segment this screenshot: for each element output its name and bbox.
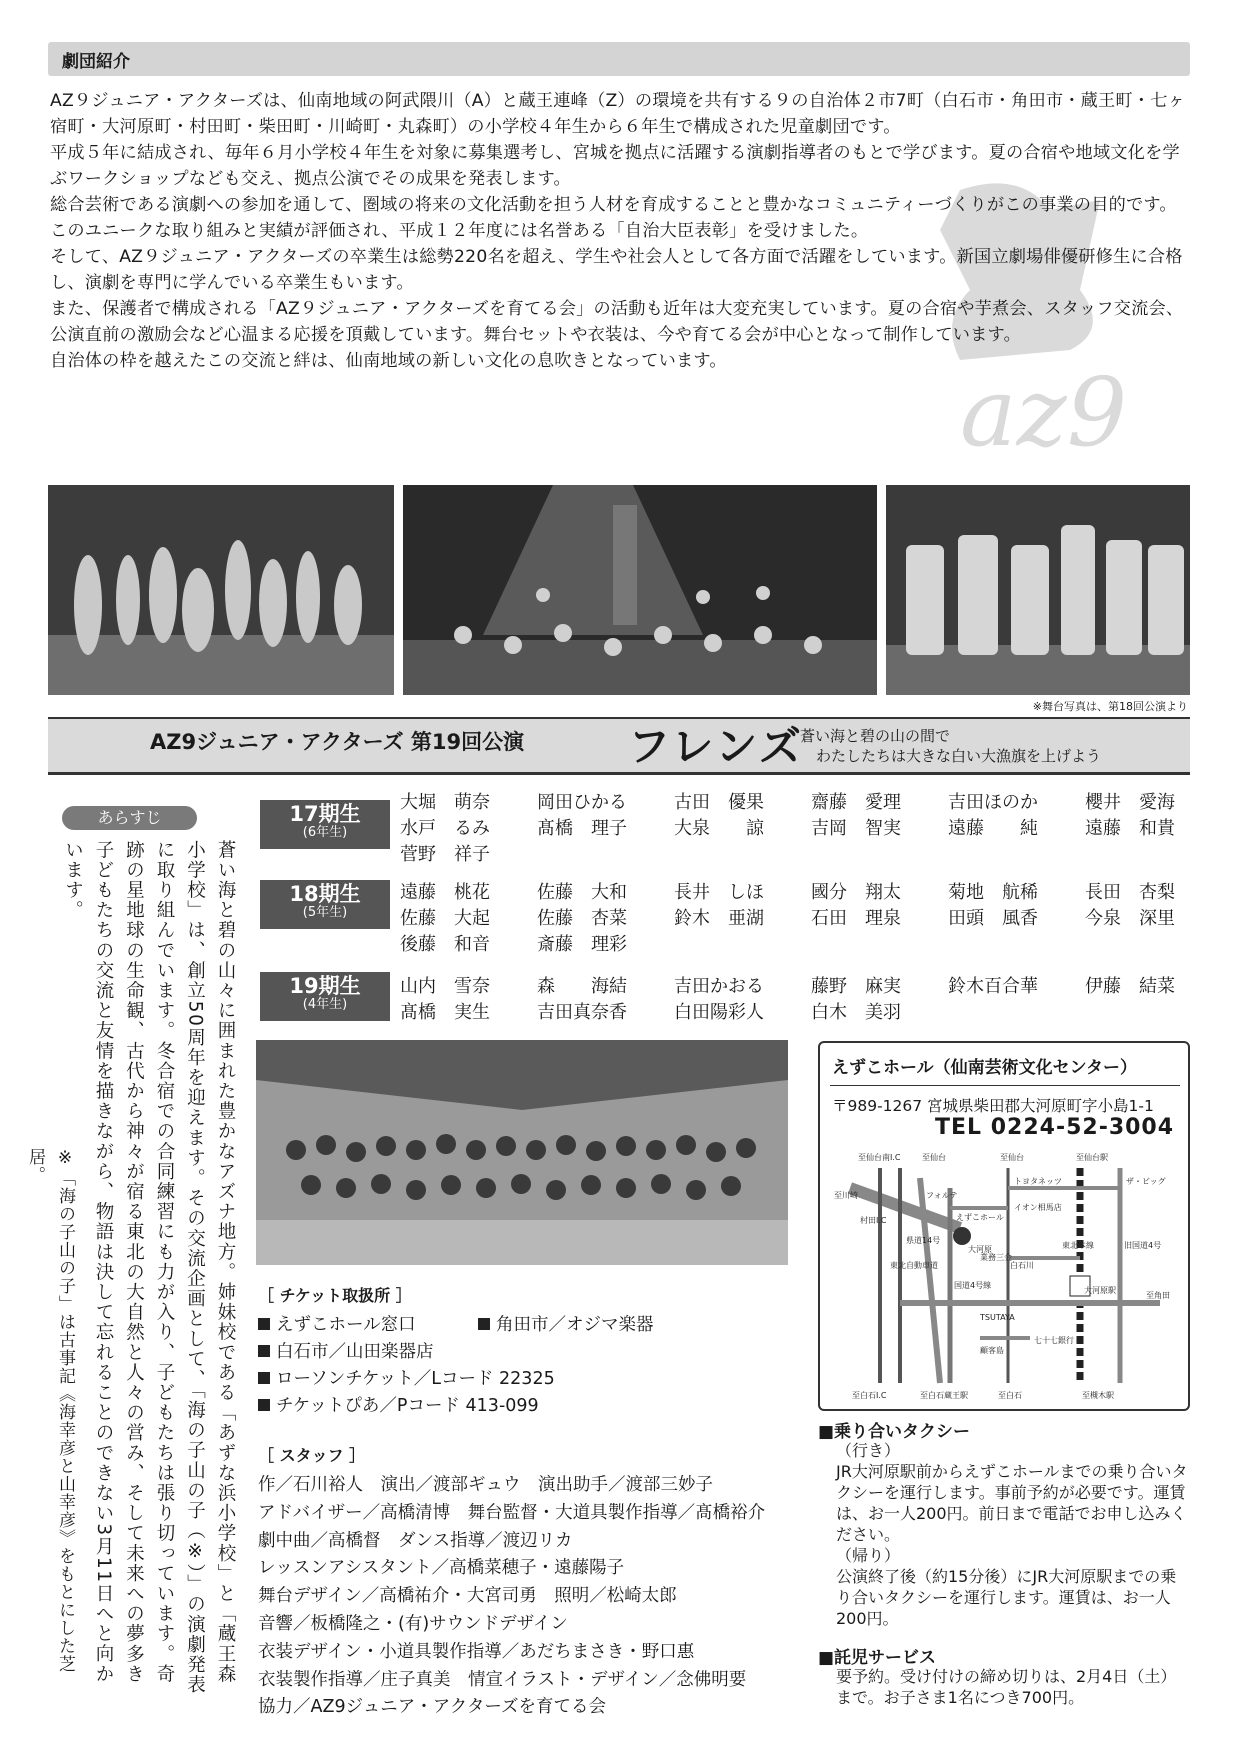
performance-label: AZ9ジュニア・アクターズ 第19回公演 [150, 730, 525, 754]
svg-text:業務三金: 業務三金 [980, 1253, 1012, 1262]
staff-line: 協力／AZ9ジュニア・アクターズを育てる会 [258, 1697, 606, 1718]
ticket-outlet: ローソンチケット／Lコード 22325 [276, 1369, 555, 1389]
cast-name: 遠藤 和貴 [1085, 818, 1175, 839]
intro-paragraph: そして、AZ９ジュニア・アクターズの卒業生は総勢220名を超え、学生や社会人として各方面で活躍をしています。新国立劇場俳優研修生に合格し、演劇を専門に学んでいる卒業生もいます。 [50, 247, 1183, 293]
cast-name: 佐藤 大和 [537, 882, 627, 903]
class-grade: (4年生) [302, 997, 348, 1012]
staff-heading: ［ スタッフ ］ [258, 1446, 366, 1465]
svg-text:フォルテ: フォルテ [926, 1191, 958, 1200]
svg-text:至白石I.C: 至白石I.C [852, 1391, 887, 1400]
tagline-line: わたしたちは大きな白い大漁旗を上げよう [816, 747, 1102, 765]
venue-address: 〒989-1267 宮城県柴田郡大河原町字小島1-1 [832, 1097, 1154, 1115]
cast-row [400, 932, 674, 958]
cast-row [400, 880, 1222, 906]
group-photo [256, 1040, 788, 1265]
ticket-row [258, 1312, 778, 1339]
taxi-line: JR大河原駅前からえずこホールまでの乗り合いタクシーを運行します。事前予約が必要です。運賃は、お一人200円。前日まで電話でお申し込みください。 [836, 1462, 1188, 1544]
stage-photo [403, 485, 877, 695]
cast-name: 佐藤 大起 [400, 908, 490, 929]
cast-name: 吉田ほのか [948, 792, 1038, 813]
cast-name: 斎藤 理彩 [537, 934, 627, 955]
cast-name: 石田 理泉 [811, 908, 901, 929]
class-title: 19期生 [289, 974, 361, 998]
intro-text [50, 88, 1190, 374]
staff-line: 衣装製作指導／庄子真美 情宣イラスト・デザイン／念佛明要 [258, 1669, 747, 1690]
svg-text:旧国道4号: 旧国道4号 [1124, 1241, 1162, 1250]
tagline-line: 蒼い海と碧の山の間で [800, 727, 951, 745]
svg-text:東北本線: 東北本線 [1062, 1241, 1094, 1250]
class-grade: (5年生) [302, 905, 348, 920]
svg-text:えずこホール: えずこホール [956, 1213, 1004, 1222]
svg-text:県道14号: 県道14号 [906, 1236, 941, 1245]
staff-line: 衣装デザイン・小道具製作指導／あだちまさき・野口惠 [258, 1641, 695, 1662]
svg-text:トヨタネッツ: トヨタネッツ [1014, 1177, 1062, 1186]
taxi-line: 公演終了後（約15分後）にJR大河原駅までの乗り合いタクシーを運行します。運賃は、お一人200円。 [836, 1567, 1177, 1628]
taxi-heading: ■乗り合いタクシー [818, 1422, 971, 1442]
cast-row [400, 974, 1222, 1000]
cast-name: 遠藤 桃花 [400, 882, 490, 903]
cast-name: 大泉 諒 [674, 818, 764, 839]
ticket-row [258, 1339, 778, 1366]
intro-paragraph: 自治体の枠を越えたこの交流と絆は、仙南地域の新しい文化の息吹きとなっています。 [50, 351, 727, 371]
class-badge-17 [260, 800, 390, 849]
cast-name: 國分 翔太 [811, 882, 901, 903]
section-heading: 劇団紹介 [62, 52, 130, 72]
performance-title: フレンズ [628, 722, 805, 771]
performance-tagline [800, 726, 1101, 766]
intro-paragraph: AZ９ジュニア・アクターズは、仙南地域の阿武隈川（A）と蔵王連峰（Z）の環境を共有する９の自治体２市7町（白石市・角田市・蔵王町・七ヶ宿町・大河原町・村田町・柴田町・川崎町・丸森町）の小学校４年生から６年生で構成された児童劇団です。 [50, 91, 1185, 137]
bullet-square-icon [258, 1345, 270, 1357]
svg-text:白石川: 白石川 [1010, 1261, 1034, 1270]
photo-caption: ※舞台写真は、第18回公演より [1032, 700, 1188, 713]
cast-name: 岡田ひかる [537, 792, 627, 813]
class-badge-18 [260, 880, 390, 929]
staff-list [258, 1472, 765, 1722]
cast-name: 長田 杏梨 [1085, 882, 1175, 903]
cast-name: 菊地 航稀 [948, 882, 1038, 903]
cast-name: 白木 美羽 [811, 1002, 901, 1023]
svg-text:至角田: 至角田 [1146, 1291, 1170, 1300]
cast-name: 吉田かおる [674, 976, 764, 997]
svg-text:至仙台駅: 至仙台駅 [1076, 1153, 1108, 1162]
svg-text:大河原: 大河原 [968, 1245, 992, 1254]
cast-name: 山内 雪奈 [400, 976, 490, 997]
cast-row [400, 906, 1222, 932]
staff-line: 音響／板橋隆之・(有)サウンドデザイン [258, 1613, 568, 1634]
svg-text:東北自動車道: 東北自動車道 [890, 1261, 938, 1270]
ticket-outlet: 白石市／山田楽器店 [276, 1342, 434, 1362]
cast-name: 今泉 深里 [1085, 908, 1175, 929]
svg-text:大河原駅: 大河原駅 [1084, 1286, 1116, 1295]
ticket-row [258, 1393, 778, 1420]
svg-text:イオン相馬店: イオン相馬店 [1014, 1203, 1062, 1212]
ticket-heading: ［ チケット取扱所 ］ [258, 1286, 412, 1305]
cast-name: 齋藤 愛理 [811, 792, 901, 813]
staff-line: 劇中曲／高橋督 ダンス指導／渡辺リカ [258, 1530, 573, 1551]
childcare-text: 要予約。受け付けの締め切りは、2月4日（土）まで。お子さま1名につき700円。 [836, 1667, 1177, 1707]
taxi-line: （帰り） [836, 1546, 901, 1565]
svg-text:TSUTAYA: TSUTAYA [980, 1313, 1015, 1322]
intro-paragraph: 平成５年に結成され、毎年６月小学校４年生を対象に募集選考し、宮城を拠点に活躍する演劇指導者のもとで学びます。夏の合宿や地域文化を学ぶワークショップなども交え、拠点公演でその成果を発表します。 [50, 143, 1180, 189]
cast-name: 鈴木百合華 [948, 976, 1038, 997]
intro-paragraph: 総合芸術である演劇への参加を通して、圏域の将来の文化活動を担う人材を育成することと豊かなコミュニティーづくりがこの事業の目的です。このユニークな取り組みと実績が評価され、平成１２年度には名誉ある「自治大臣表彰」を受けました。 [50, 195, 1177, 241]
cast-name: 水戸 るみ [400, 818, 490, 839]
cast-name: 櫻井 愛海 [1085, 792, 1175, 813]
intro-paragraph: また、保護者で構成される「AZ９ジュニア・アクターズを育てる会」の活動も近年は大変充実しています。夏の合宿や芋煮会、スタッフ交流会、公演直前の激励会など心温まる応援を頂戴しています。舞台セットや衣装は、今や育てる会が中心となって制作しています。 [50, 299, 1184, 345]
taxi-text [836, 1440, 1191, 1629]
svg-text:国道4号線: 国道4号線 [954, 1281, 992, 1290]
ticket-row [258, 1366, 778, 1393]
cast-name: 後藤 和音 [400, 934, 490, 955]
venue-phone: TEL 0224-52-3004 [935, 1115, 1175, 1140]
divider [830, 1085, 1180, 1086]
cast-name: 田頭 風香 [948, 908, 1038, 929]
cast-row [400, 816, 1222, 842]
cast-name: 古田 優果 [674, 792, 764, 813]
section-header-band [48, 42, 1190, 76]
stage-photo [48, 485, 394, 695]
bullet-square-icon [258, 1372, 270, 1384]
cast-name: 鈴木 亜湖 [674, 908, 764, 929]
svg-text:az9: az9 [960, 358, 1128, 460]
bullet-square-icon [258, 1399, 270, 1411]
svg-text:至白石蔵王駅: 至白石蔵王駅 [920, 1391, 968, 1400]
synopsis-note: ※「海の子山の子」は古事記《海幸彦と山幸彦》をもとにした芝居。 [25, 1148, 75, 1673]
taxi-line: （行き） [836, 1441, 901, 1460]
stage-photo [886, 485, 1190, 695]
bullet-square-icon [258, 1318, 270, 1330]
cast-name: 髙橋 実生 [400, 1002, 490, 1023]
ticket-outlet: 角田市／オジマ楽器 [496, 1315, 654, 1335]
cast-name: 長井 しほ [674, 882, 764, 903]
synopsis-label: あらすじ [62, 806, 197, 830]
ticket-outlet: えずこホール窓口 [276, 1315, 416, 1335]
childcare-heading: ■託児サービス [818, 1648, 937, 1668]
cast-name: 佐藤 杏菜 [537, 908, 627, 929]
svg-text:ザ・ビッグ: ザ・ビッグ [1126, 1177, 1166, 1186]
venue-name: えずこホール（仙南芸術文化センター） [832, 1058, 1137, 1078]
access-map [830, 1148, 1178, 1402]
ticket-list [258, 1312, 778, 1420]
svg-text:至川崎: 至川崎 [834, 1191, 858, 1200]
cast-row [400, 790, 1222, 816]
svg-text:至仙台: 至仙台 [922, 1153, 946, 1162]
cast-name: 大堀 萌奈 [400, 792, 490, 813]
staff-line: 作／石川裕人 演出／渡部ギュウ 演出助手／渡部三妙子 [258, 1475, 713, 1495]
cast-name: 森 海結 [537, 976, 627, 997]
class-badge-19 [260, 972, 390, 1021]
cast-name: 吉岡 智実 [811, 818, 901, 839]
bullet-square-icon [478, 1318, 490, 1330]
svg-text:村田I.C: 村田I.C [860, 1216, 887, 1225]
staff-line: レッスンアシスタント／高橋菜穂子・遠藤陽子 [258, 1558, 625, 1579]
svg-text:顧客島: 顧客島 [980, 1346, 1004, 1355]
staff-line: 舞台デザイン／高橋祐介・大宮司勇 照明／松崎太郎 [258, 1586, 677, 1607]
svg-text:至仙台南I.C: 至仙台南I.C [858, 1153, 901, 1162]
cast-name: 吉田真奈香 [537, 1002, 627, 1023]
svg-text:七十七銀行: 七十七銀行 [1034, 1336, 1074, 1345]
cast-name: 白田陽彩人 [674, 1002, 764, 1023]
class-grade: (6年生) [302, 825, 348, 840]
cast-name: 髙橋 理子 [537, 818, 627, 839]
synopsis-text: 蒼い海と碧の山々に囲まれた豊かなアズナ地方。姉妹校である「あずな浜小学校」と「蔵王森小学校」は、創立50周年を迎えます。その交流企画として、「海の子山の子（※）」の演劇発表に取り組んでいます。冬合宿での合同練習にも力が入り、子どもたちは張り切っています。奇跡の星地球の生命観、古代から神々が宿る東北の大自然と人々の営み、そして未来への夢多き子どもたちの交流と友情を描きながら、物語は決して忘れることのできない3月11日へと向かいます。 [62, 840, 236, 1695]
staff-line: アドバイザー／高橋清博 舞台監督・大道具製作指導／髙橋裕介 [258, 1502, 766, 1523]
svg-text:至白石: 至白石 [998, 1391, 1022, 1400]
ticket-outlet: チケットぴあ／Pコード 413-099 [276, 1396, 539, 1416]
cast-row [400, 1000, 948, 1026]
cast-name: 遠藤 純 [948, 818, 1038, 839]
cast-name: 伊藤 結菜 [1085, 976, 1175, 997]
cast-name: 菅野 祥子 [400, 844, 490, 865]
svg-text:至仙台: 至仙台 [1000, 1153, 1024, 1162]
class-title: 18期生 [289, 882, 361, 906]
class-title: 17期生 [289, 802, 361, 826]
svg-text:至槻木駅: 至槻木駅 [1082, 1391, 1114, 1400]
cast-name: 藤野 麻実 [811, 976, 901, 997]
cast-row [400, 842, 537, 868]
